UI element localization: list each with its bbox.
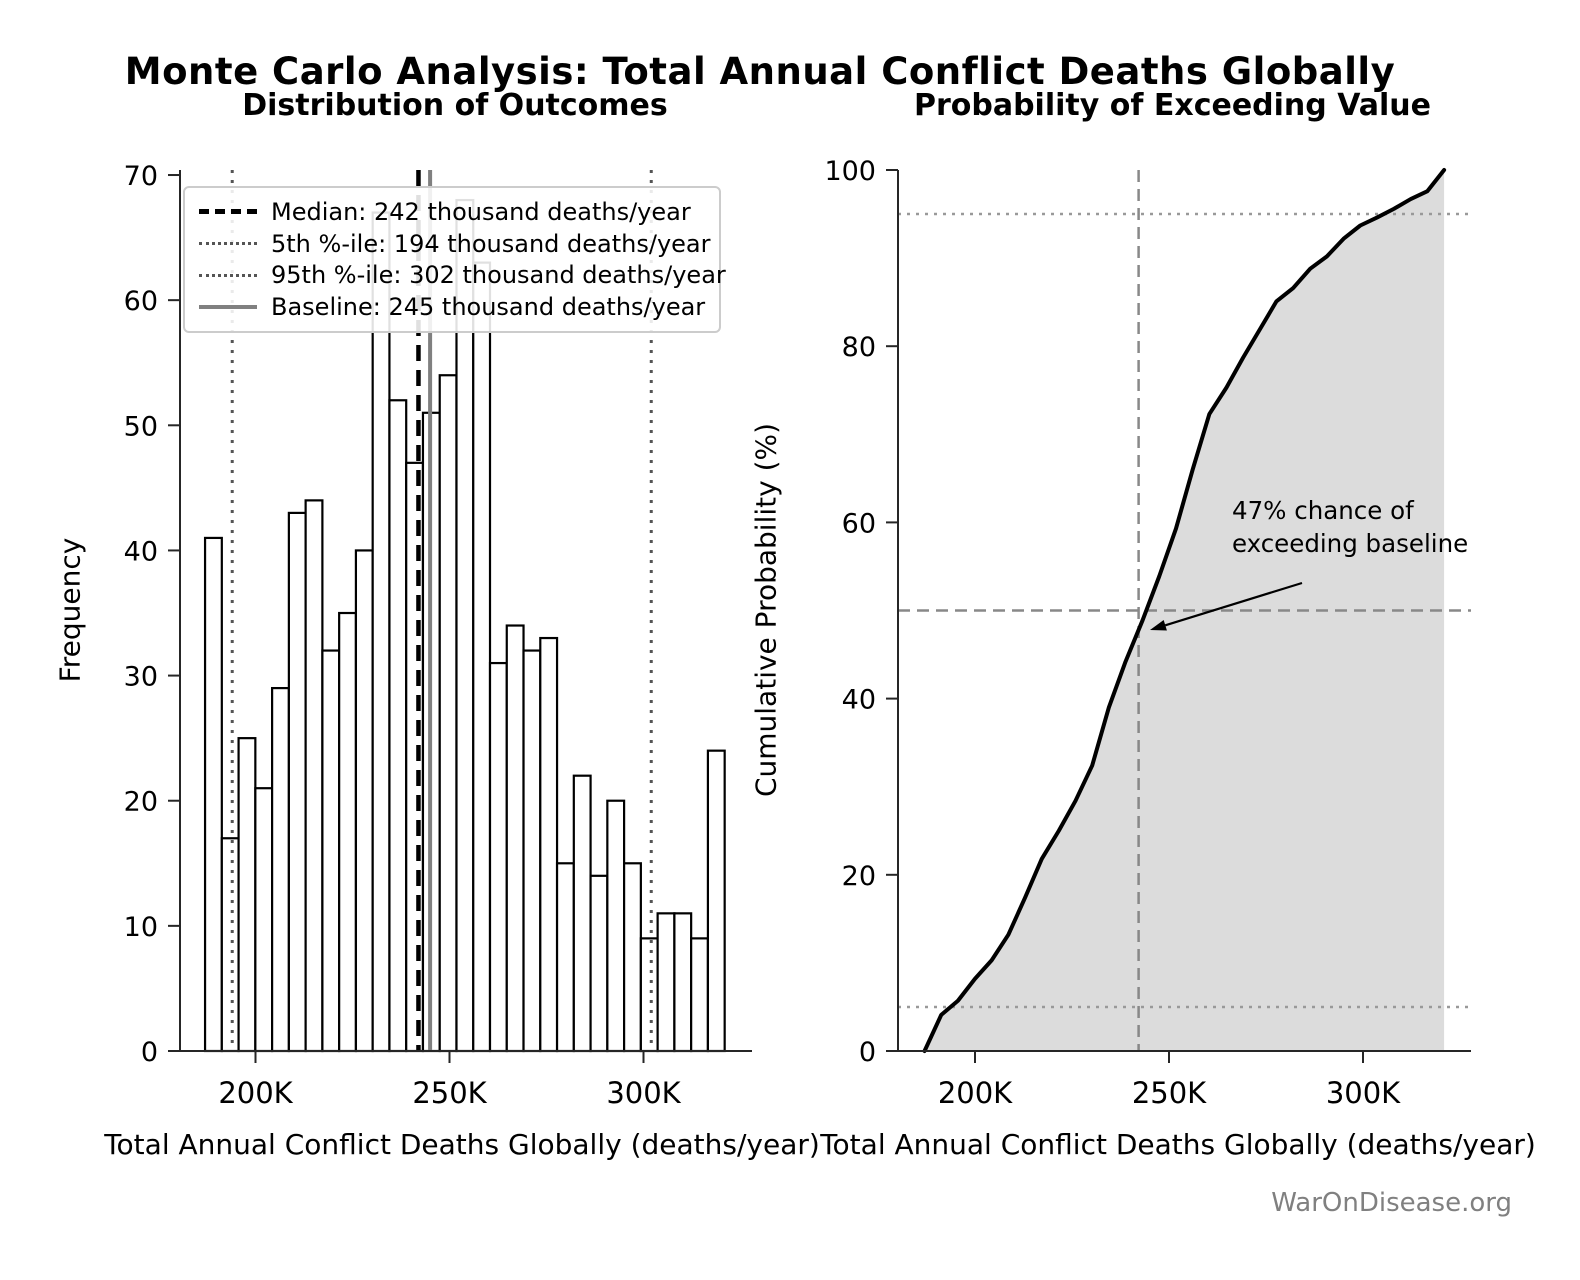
y-tick-label: 60 <box>841 508 876 540</box>
legend-row-5th-percentile <box>199 228 711 260</box>
histogram-bar <box>524 651 541 1051</box>
legend-label: Baseline: 245 thousand deaths/year <box>271 293 706 322</box>
right-x-axis-label: Total Annual Conflict Deaths Globally (deaths/year) <box>820 1128 1536 1161</box>
watermark: WarOnDisease.org <box>1271 1188 1512 1218</box>
y-tick-label: 20 <box>841 860 876 892</box>
annotation-line-1: 47% chance of <box>1232 496 1414 525</box>
dashed-black-line-icon <box>199 209 257 214</box>
histogram-bar <box>708 751 725 1051</box>
left-y-axis-label: Frequency <box>53 537 87 683</box>
histogram-bar <box>591 876 608 1051</box>
histogram-bar <box>473 263 490 1051</box>
y-tick-label: 50 <box>123 411 158 443</box>
y-tick-label: 80 <box>841 332 876 364</box>
legend-label: Median: 242 thousand deaths/year <box>271 197 691 226</box>
histogram-bar <box>574 776 591 1051</box>
histogram-legend <box>183 186 726 333</box>
histogram-bar <box>641 938 658 1051</box>
exceedance-annotation <box>1232 494 1468 560</box>
dotted-gray-line-icon <box>199 274 257 277</box>
histogram-bar <box>222 838 239 1051</box>
y-tick-label: 40 <box>123 536 158 568</box>
legend-row-baseline <box>199 291 705 323</box>
legend-row-95th-percentile <box>199 260 726 292</box>
y-tick-label: 0 <box>858 1037 876 1068</box>
histogram-bar <box>691 938 708 1051</box>
left-x-axis-label: Total Annual Conflict Deaths Globally (deaths/year) <box>104 1128 820 1161</box>
legend-label: 5th %-ile: 194 thousand deaths/year <box>271 229 711 258</box>
x-tick-label: 250K <box>1131 1076 1207 1110</box>
histogram-bar <box>557 863 574 1051</box>
y-tick-label: 0 <box>140 1037 158 1068</box>
histogram-bar <box>322 651 339 1051</box>
histogram-bar <box>255 788 272 1051</box>
histogram-bar <box>373 213 390 1051</box>
y-tick-label: 20 <box>123 786 158 818</box>
x-tick-label: 300K <box>1325 1076 1401 1110</box>
left-chart-title: Distribution of Outcomes <box>242 88 668 123</box>
histogram-bar <box>490 663 507 1051</box>
x-tick-label: 300K <box>606 1076 681 1110</box>
histogram-bar <box>339 613 356 1051</box>
histogram-bar <box>507 626 524 1051</box>
histogram-bar <box>624 863 641 1051</box>
x-tick-label: 200K <box>937 1076 1013 1110</box>
legend-row-median <box>199 196 705 228</box>
histogram-bar <box>289 513 306 1051</box>
solid-gray-line-icon <box>199 305 257 309</box>
histogram-bar <box>356 550 373 1051</box>
histogram-bar <box>306 500 323 1051</box>
histogram-bar <box>607 801 624 1051</box>
y-tick-label: 60 <box>123 286 158 318</box>
right-chart-title: Probability of Exceeding Value <box>913 88 1432 123</box>
annotation-line-2: exceeding baseline <box>1232 529 1469 558</box>
histogram-bar <box>540 638 557 1051</box>
y-tick-label: 10 <box>123 911 158 943</box>
right-y-axis-label: Cumulative Probability (%) <box>749 422 783 798</box>
y-tick-label: 70 <box>123 161 158 193</box>
histogram-bar <box>389 400 406 1051</box>
y-tick-label: 100 <box>824 156 876 187</box>
legend-label: 95th %-ile: 302 thousand deaths/year <box>271 261 726 290</box>
dotted-gray-line-icon <box>199 242 257 245</box>
histogram-bar <box>239 738 256 1051</box>
main-title: Monte Carlo Analysis: Total Annual Conflict Deaths Globally <box>124 50 1396 93</box>
histogram-bar <box>272 688 289 1051</box>
histogram-bar <box>205 538 222 1051</box>
histogram-bar <box>440 375 457 1051</box>
histogram-bar <box>674 913 691 1051</box>
y-tick-label: 30 <box>123 661 158 693</box>
y-tick-label: 40 <box>841 684 876 716</box>
x-tick-label: 200K <box>218 1076 293 1110</box>
histogram-bar <box>658 913 675 1051</box>
x-tick-label: 250K <box>412 1076 487 1110</box>
